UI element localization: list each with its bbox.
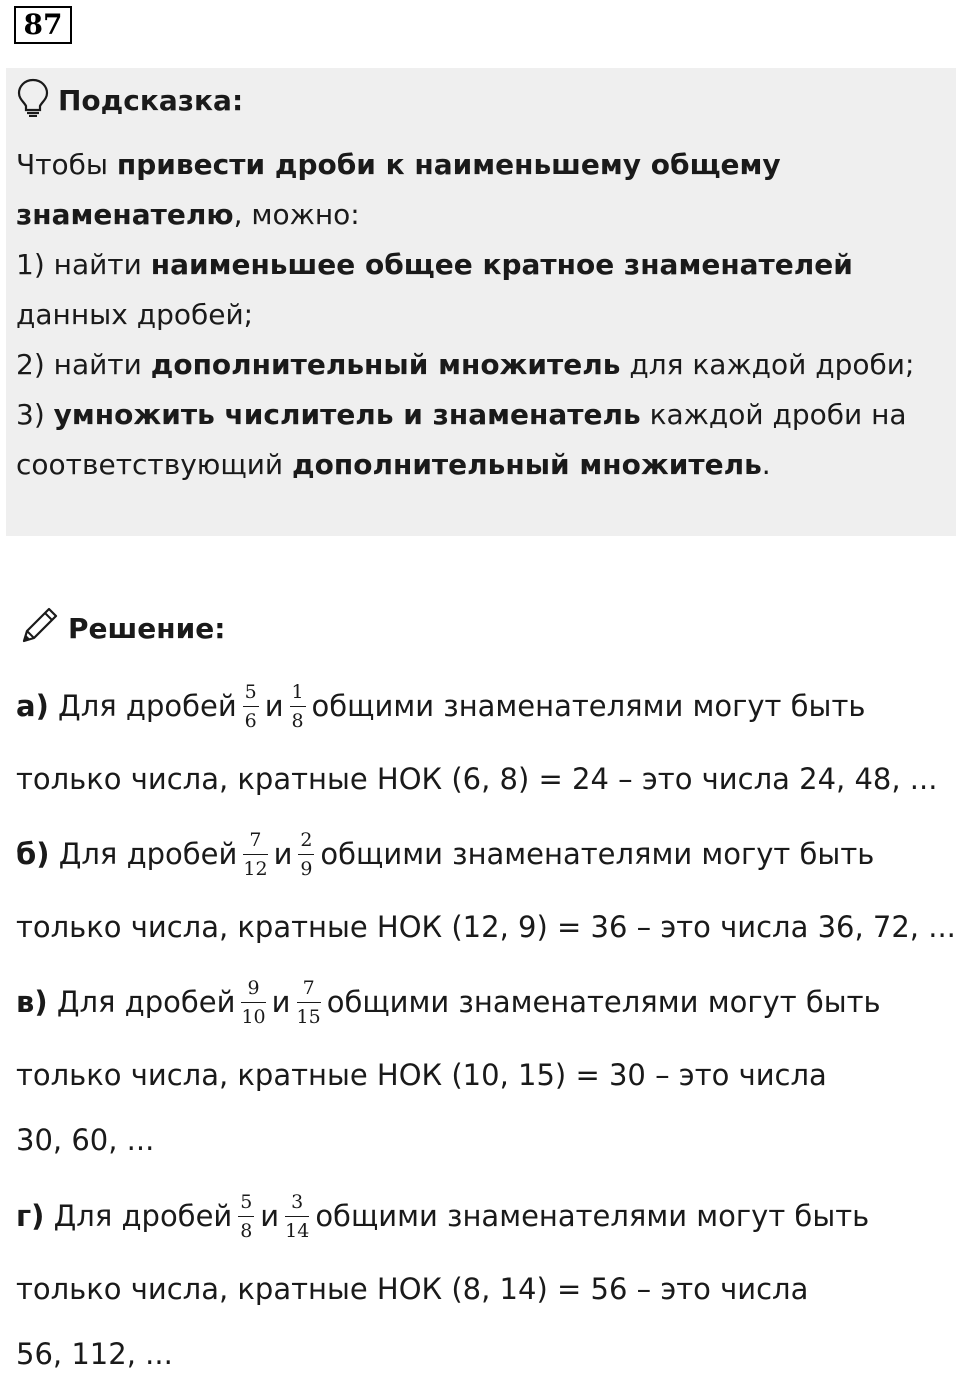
pencil-icon bbox=[18, 603, 62, 654]
solution-header bbox=[18, 604, 225, 652]
solution-title: Решение: bbox=[68, 611, 226, 645]
fraction: $\frac{5}{6}$ bbox=[244, 680, 257, 732]
solution-item-c: в) Для дробей $\frac{9}{10}$ и $\frac{7}{15}$ общими знаменателями могут быть bbox=[16, 976, 881, 1028]
solution-item-c-line-3: 30, 60, ... bbox=[16, 1123, 155, 1157]
solution-item-d: г) Для дробей $\frac{5}{8}$ и $\frac{3}{14}$ общими знаменателями могут быть bbox=[16, 1190, 870, 1242]
solution-item-a-line-2: только числа, кратные НОК (6, 8) = 24 – это числа 24, 48, ... bbox=[16, 762, 938, 796]
fraction: $\frac{7}{15}$ bbox=[296, 976, 321, 1028]
hint-step-2: 2) найти дополнительный множитель для каждой дроби; bbox=[16, 348, 915, 381]
hint-step-3: 3) умножить числитель и знаменатель каждой дроби на соответствующий дополнительный множитель. bbox=[16, 398, 907, 481]
hint-step-1: 1) найти наименьшее общее кратное знаменателей данных дробей; bbox=[16, 248, 853, 331]
hint-body bbox=[16, 140, 926, 490]
hint-intro: Чтобы привести дроби к наименьшему общему знаменателю, можно: bbox=[16, 148, 781, 231]
fraction: $\frac{2}{9}$ bbox=[300, 828, 313, 880]
fraction: $\frac{1}{8}$ bbox=[291, 680, 304, 732]
solution-item-c-line-2: только числа, кратные НОК (10, 15) = 30 – это числа bbox=[16, 1058, 827, 1092]
fraction: $\frac{9}{10}$ bbox=[241, 976, 266, 1028]
lightbulb-icon bbox=[16, 77, 50, 124]
solution-item-d-line-3: 56, 112, ... bbox=[16, 1337, 173, 1371]
task-number: 87 bbox=[14, 6, 72, 44]
hint-header bbox=[16, 80, 243, 120]
solution-item-b-line-2: только числа, кратные НОК (12, 9) = 36 – это числа 36, 72, ... bbox=[16, 910, 956, 944]
solution-item-d-line-2: только числа, кратные НОК (8, 14) = 56 – это числа bbox=[16, 1272, 809, 1306]
hint-box bbox=[6, 68, 956, 536]
fraction: $\frac{7}{12}$ bbox=[243, 828, 268, 880]
fraction: $\frac{3}{14}$ bbox=[285, 1190, 310, 1242]
solution-item-b: б) Для дробей $\frac{7}{12}$ и $\frac{2}{9}$ общими знаменателями могут быть bbox=[16, 828, 875, 880]
hint-title: Подсказка: bbox=[58, 83, 244, 117]
fraction: $\frac{5}{8}$ bbox=[240, 1190, 253, 1242]
solution-item-a: а) Для дробей $\frac{5}{6}$ и $\frac{1}{8}$ общими знаменателями могут быть bbox=[16, 680, 866, 732]
